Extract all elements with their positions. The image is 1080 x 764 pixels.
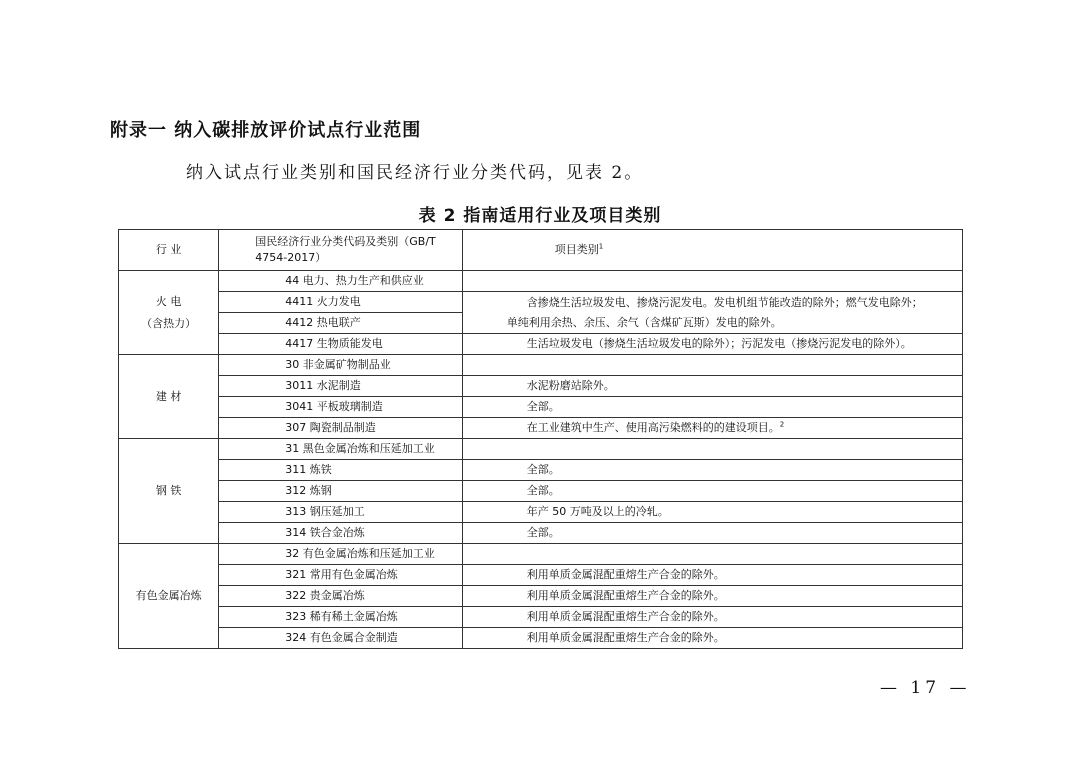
table-row [119,607,963,628]
project-cell: 全部。 [462,523,962,544]
table-row [119,418,963,439]
code-cell: 313 钢压延加工 [219,502,462,523]
code-cell: 4411 火力发电 [219,292,462,313]
table-row [119,481,963,502]
table-row [119,376,963,397]
code-cell: 4417 生物质能发电 [219,334,462,355]
code-cell: 31 黑色金属冶炼和压延加工业 [219,439,462,460]
table-row [119,502,963,523]
project-cell [462,439,962,460]
footnote-marker: 2 [779,420,785,429]
appendix-title: 附录一 纳入碳排放评价试点行业范围 [110,120,422,141]
table-row [119,586,963,607]
project-cell [462,544,962,565]
project-cell [462,355,962,376]
code-cell: 311 炼铁 [219,460,462,481]
project-cell: 全部。 [462,397,962,418]
project-cell: 全部。 [462,481,962,502]
project-cell [462,418,962,439]
table-header-row [119,230,963,271]
project-cell: 生活垃圾发电（掺烧生活垃圾发电的除外）；污泥发电（掺烧污泥发电的除外）。 [462,334,962,355]
table-caption: 表 2 指南适用行业及项目类别 [418,206,662,226]
code-cell: 32 有色金属冶炼和压延加工业 [219,544,462,565]
table-row [119,334,963,355]
code-cell: 3011 水泥制造 [219,376,462,397]
code-cell: 323 稀有稀土金属冶炼 [219,607,462,628]
code-cell: 30 非金属矿物制品业 [219,355,462,376]
code-cell: 314 铁合金冶炼 [219,523,462,544]
industry-cell-steel: 钢 铁 [119,439,219,544]
page-number: — 17 — [880,678,971,698]
code-cell: 3041 平板玻璃制造 [219,397,462,418]
table-row [119,439,963,460]
table-row [119,460,963,481]
table-row [119,271,963,292]
code-cell: 324 有色金属合金制造 [219,628,462,649]
industry-label: 火 电 [155,294,182,308]
header-code: 国民经济行业分类代码及类别（GB/T 4754-2017） [219,230,462,271]
project-cell: 水泥粉磨站除外。 [462,376,962,397]
table-row [119,628,963,649]
project-cell: 利用单质金属混配重熔生产合金的除外。 [462,586,962,607]
table-row [119,565,963,586]
table-row [119,292,963,313]
header-project [462,230,962,271]
project-cell: 利用单质金属混配重熔生产合金的除外。 [462,565,962,586]
project-cell [462,271,962,292]
project-cell: 利用单质金属混配重熔生产合金的除外。 [462,628,962,649]
code-cell: 4412 热电联产 [219,313,462,334]
code-cell: 321 常用有色金属冶炼 [219,565,462,586]
code-cell: 307 陶瓷制品制造 [219,418,462,439]
industry-cell-building: 建 材 [119,355,219,439]
code-cell: 312 炼钢 [219,481,462,502]
project-line: 含掺烧生活垃圾发电、掺烧污泥发电。发电机组节能改造的除外；燃气发电除外； [526,295,923,309]
project-text: 在工业建筑中生产、使用高污染燃料的的建设项目。 [526,421,780,434]
project-cell: 年产 50 万吨及以上的冷轧。 [462,502,962,523]
project-cell-merged [462,292,962,334]
project-line: 单纯利用余热、余压、余气（含煤矿瓦斯）发电的除外。 [506,315,782,329]
project-cell: 利用单质金属混配重熔生产合金的除外。 [462,607,962,628]
industry-scope-table [118,229,963,649]
project-cell: 全部。 [462,460,962,481]
table-row [119,355,963,376]
intro-paragraph: 纳入试点行业类别和国民经济行业分类代码，见表 2。 [186,163,644,183]
code-cell: 322 贵金属冶炼 [219,586,462,607]
table-row [119,523,963,544]
industry-sublabel: （含热力） [141,316,197,330]
industry-cell-nonferrous: 有色金属冶炼 [119,544,219,649]
header-project-label: 项目类别 [554,243,599,256]
header-industry: 行 业 [119,230,219,271]
table-row [119,544,963,565]
table-row [119,397,963,418]
industry-cell-power [119,271,219,355]
footnote-marker: 1 [598,242,604,251]
code-cell: 44 电力、热力生产和供应业 [219,271,462,292]
